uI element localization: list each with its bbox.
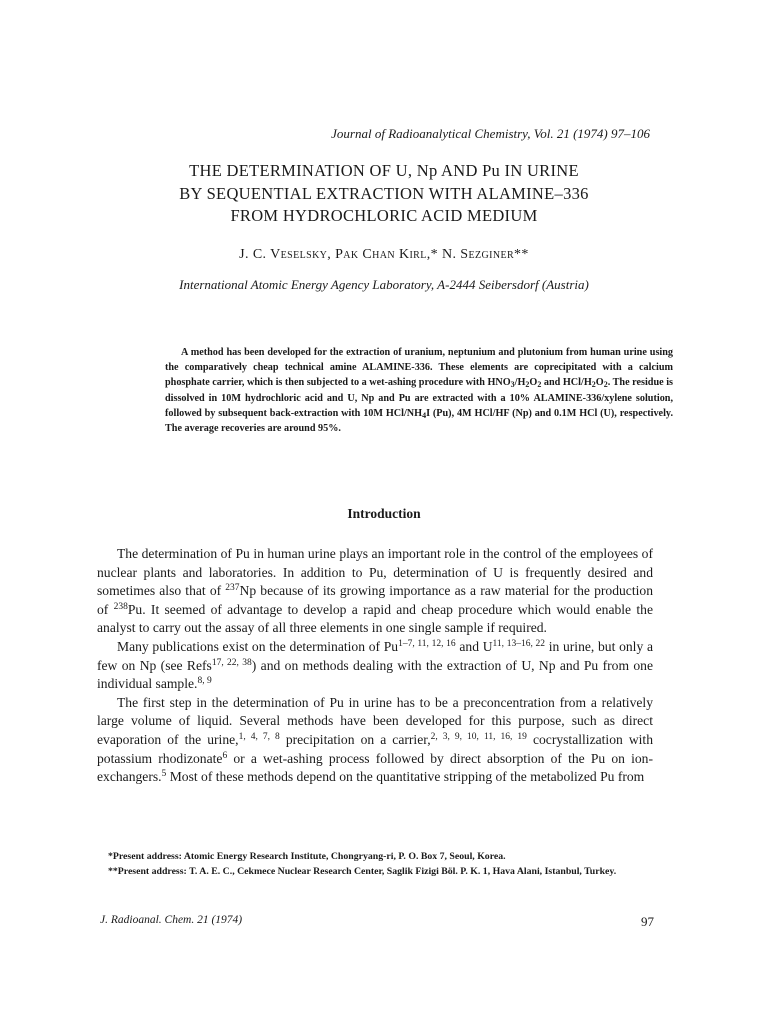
footer-journal: J. Radioanal. Chem. 21 (1974) [100,914,243,926]
abstract: A method has been developed for the extraction of uranium, neptunium and plutonium from human urine using the comparatively cheap technical amine ALAMINE-336. These elements are coprecipitated with a calcium phosphate carrier, which is then subjected to a wet-ashing procedure with $HNO_3/H_2O_2$ and HCl/$H_2O_2$. The residue is dissolved in 10M hydrochloric acid and U, Np and Pu are extracted with a 10% ALAMINE-336/xylene solution, followed by subsequent back-extraction with 10M HCl/$NH_4I$ (Pu), 4M HCl/HF (Np) and 0.1M HCl (U), respectively. The average recoveries are around 95%. [165,347,673,435]
article-title-line-2: BY SEQUENTIAL EXTRACTION WITH ALAMINE–336 [179,184,589,203]
introduction-body [97,545,653,787]
journal-citation: Journal of Radioanalytical Chemistry, Vol. 21 (1974) 97–106 [331,126,650,141]
footnote-2: **Present address: T. A. E. C., Cekmece Nuclear Research Center, Saglik Fizigi Böl. P. K. 1, Hava Alani, Istanbul, Turkey. [108,865,617,877]
page-number: 97 [641,914,654,929]
footnote-1: *Present address: Atomic Energy Research Institute, Chongryang-ri, P. O. Box 7, Seoul, Korea. [108,851,506,862]
section-heading-introduction: Introduction [347,506,421,521]
article-title-line-1: THE DETERMINATION OF U, Np AND Pu IN URINE [189,161,579,180]
intro-paragraph-3: The first step in the determination of Pu in urine has to be a preconcentration from a relatively large volume of liquid. Several methods have been developed for this purpose, such as direct evaporation of the urine,$^{1, 4, 7, 8}$ precipitation on a carrier,$^{2, 3, 9, 10, 11, 16, 19}$ cocrystallization with potassium rhodizonate$^6$ or a wet-ashing process followed by direct absorption of the Pu on ion-exchangers.$^5$ Most of these methods depend on the quantitative stripping of the metabolized Pu from [97,694,654,785]
intro-paragraph-1: The determination of Pu in human urine plays an important role in the control of the employees of nuclear plants and laboratories. In addition to Pu, determination of U is frequently desired and sometimes also that of $^{237}$Np because of its growing importance as a raw material for the production of $^{238}$Pu. It seemed of advantage to develop a rapid and cheap procedure which would enable the analyst to carry out the assay of all three elements in one single sample if required. [97,546,653,636]
affiliation: International Atomic Energy Agency Laboratory, A-2444 Seibersdorf (Austria) [179,277,589,292]
author-list: J. C. Veselsky, Pak Chan Kirl,* N. Sezginer** [239,247,529,262]
article-title-line-3: FROM HYDROCHLORIC ACID MEDIUM [230,206,538,225]
footnotes [100,850,652,879]
intro-paragraph-2: Many publications exist on the determination of Pu$^{1-7, 11, 12, 16}$ and U$^{11, 13-16, 22}$ in urine, but only a few on Np (see Refs$^{17, 22, 38}$) and on methods dealing with the extraction of U, Np and Pu from one individual sample.$^{8, 9}$ [97,638,654,692]
